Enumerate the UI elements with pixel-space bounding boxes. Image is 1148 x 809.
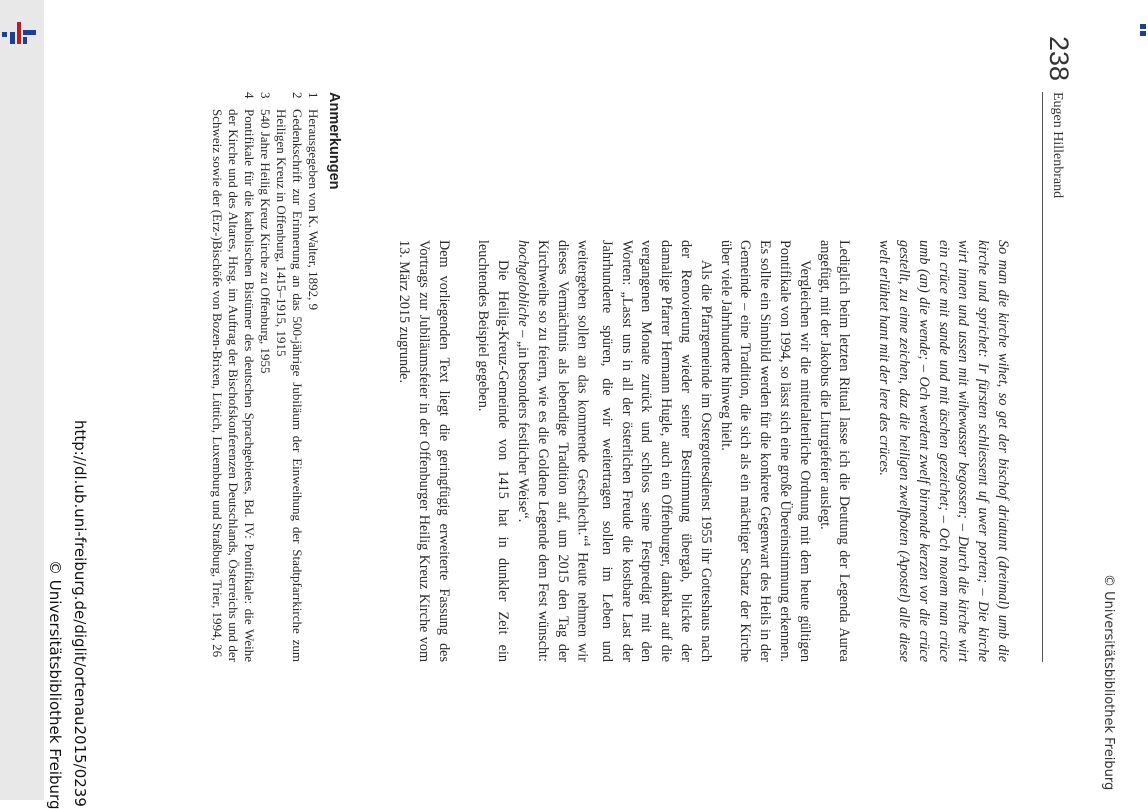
footnote-text: Herausgegeben von K. Walter, 1892, 9 [306,109,321,311]
cut-off-copyright: © Universitätsbibliothek Freiburg [1101,574,1116,791]
paragraph-pontifikale: Vergleichen wir die mittelalterliche Ordnung mit dem heute gültigen Pontifikale von 1994, so lässt sich eine große Übereinstimmung erkennen. Es sollte ein Sinnbild werden für die konkrete Gegenwart des Heils in der Gemeinde – eine Tradition, die sich als ein mächtiger Schatz der Kirche über viele Jahrhunderte hinweg hielt. [717,240,813,662]
footnote-item [305,92,321,662]
italic-term: hochgelobliche [514,240,531,327]
footnote-item [209,92,257,662]
footnote-ref: 4 [582,541,593,547]
copyright-notice: © Universitätsbibliothek Freiburg [46,560,64,809]
paragraph-ostergottesdienst [512,240,715,662]
footnote-number: 2 [290,92,305,99]
source-url-link[interactable]: http://dl.ub.uni-freiburg.de/diglit/ortenau2015/0239 [71,420,89,807]
running-head: Eugen Hillenbrand [1050,92,1065,199]
paragraph-vorlage: Dem vorliegenden Text liegt die geringfügig erweiterte Fassung des Vortrags zur Jubiläumsfeier in der Offenburger Heilig Kreuz Kirche vom 13. März 2015 zugrunde. [395,240,452,662]
verse-quote: So man die kirche wihet, so get der bischof driatunt (dreimal) umb die kirche und sprichet: Ir fürsten schliessent uf uwer porten; – Die kirche wirt innen und ussen mit wihewasser begossen; – Durch die kirche wirt ein crüce mit sande und mit äschen gezeichet; – Och mолет man crüce umb (an) die wende; – Och werdent zwelf birnende kerzen vor die crüce gestellt, zu eime zeichen, daz die heiligen zwelfboten (Apostel) alle diese welt erlühtet hant mit der lere des crüces. [876,240,1011,662]
paragraph-gemeinde: Die Heilig-Kreuz-Gemeinde von 1415 hat in dunkler Zeit ein leuchtendes Beispiel gegeben. [475,240,512,662]
footnote-item [257,92,273,662]
page-number: 238 [1044,36,1074,82]
viewer-side-strip [0,0,44,800]
footnotes-title: Anmerkungen [326,92,342,190]
paragraph-text: – „in besonders festlicher Weise“. [514,326,531,523]
footnote-number: 3 [258,92,273,99]
footnote-item [273,92,305,662]
footnote-text: Gedenkschrift zur Erinnerung an das 500-jährige Jubiläum der Einweihung der Stadtpfarrkirche zum Heiligen Kreuz in Offenburg, 1415–1915, 1915 [274,109,305,662]
corner-mark-icon [1140,24,1146,36]
main-text-column [393,240,1012,662]
header-rule [1042,92,1043,662]
paragraph-text: Als die Pfarrgemeinde im Ostergottesdienst 1955 ihr Gotteshaus nach der Renovierung wieder seiner Bestimmung übergab, blickte der damalige Pfarrer Hermann Hugle, auch ein Offenburger, dankbar auf die vergangenen Monate zurück und schloss seine Festpredigt mit den Worten: „Lasst uns in all der österlichen Freude die kostbare Last der Jahrhunderte spüren, die wir weitertragen sollen im Leben und weitergeben sollen an das kommende Geschlecht.“ [574,240,714,662]
footnote-text: 540 Jahre Heilig Kreuz Kirche zu Offenburg, 1955 [258,109,273,374]
footnote-number: 4 [242,92,257,99]
paragraph-ritual: Lediglich beim letzten Ritual lasse ich die Deutung der Legenda Aurea angefügt, mit der Jakobus die Liturgiefeier auslegt. [816,240,853,662]
footnote-text: Pontifikale für die katholischen Bistümer des deutschen Sprachgebietes, Bd. IV: Pontifikale: die Weihe der Kirche und des Altares, Hrsg. im Auftrag der Bischofskonferenzen Deutschlands, Österreichs und der Schweiz sowie der (Erz-)Bischöfe von Bozen-Brixen, Lüttich, Luxemburg und Straßburg, Trier, 1994, 26 [210,109,257,662]
paragraph-text: Heute nehmen wir dieses Vermächtnis als lebendige Tradition auf, um 2015 den Tag der Kirchweihe so zu feiern, wie es die Goldene Legende dem Fest wünscht: [534,240,591,662]
footnotes [209,92,342,662]
footnote-number: 1 [306,92,321,99]
university-logo-icon [2,22,36,46]
scanned-page [44,0,1116,809]
